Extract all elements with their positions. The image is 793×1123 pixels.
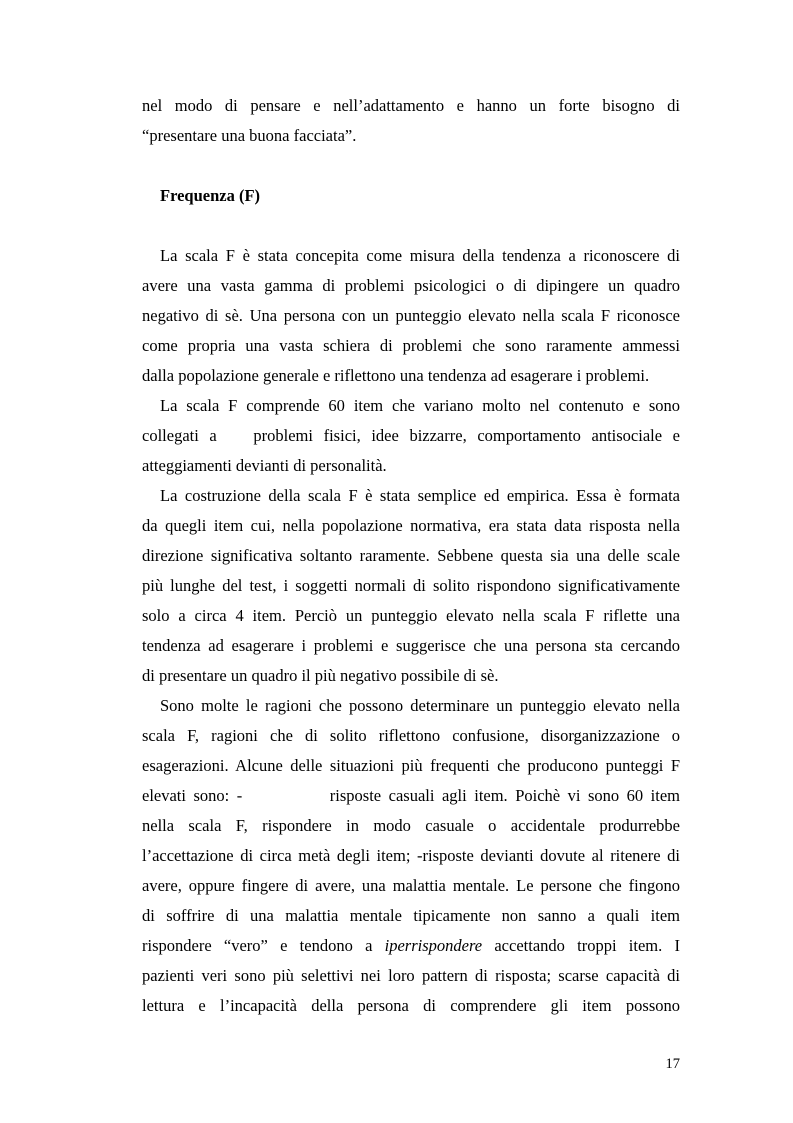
text-fragment: elevati sono: - <box>142 786 243 805</box>
text-line: avere, oppure fingere di avere, una malattia mentale. Le persone che fingono <box>142 876 680 895</box>
section-heading: Frequenza (F) <box>160 186 261 205</box>
text-line: direzione significativa soltanto raramente. Sebbene questa sia una delle scale <box>142 546 680 565</box>
text-line <box>142 421 680 451</box>
text-line: tendenza ad esagerare i problemi e suggerisce che una persona sta cercando <box>142 636 680 655</box>
text-line: La scala F comprende 60 item che variano molto nel contenuto e sono <box>160 396 680 415</box>
text-line: nella scala F, rispondere in modo casuale o accidentale produrrebbe <box>142 816 680 835</box>
text-fragment: rispondere “vero” e tendono a <box>142 936 373 955</box>
paragraph-content <box>142 391 680 481</box>
text-line: più lunghe del test, i soggetti normali di solito rispondono significativamente <box>142 576 680 595</box>
text-line: come propria una vasta schiera di problemi che sono raramente ammessi <box>142 336 680 355</box>
text-line: lettura e l’incapacità della persona di comprendere gli item possono <box>142 996 680 1015</box>
text-line: “presentare una buona facciata”. <box>142 126 357 145</box>
text-line: scala F, ragioni che di solito riflettono confusione, disorganizzazione o <box>142 726 680 745</box>
text-line: pazienti veri sono più selettivi nei loro pattern di risposta; scarse capacità di <box>142 966 680 985</box>
text-line <box>142 781 680 811</box>
text-line: di soffrire di una malattia mentale tipicamente non sanno a quali item <box>142 906 680 925</box>
text-line: nel modo di pensare e nell’adattamento e hanno un forte bisogno di <box>142 96 680 115</box>
text-line: esagerazioni. Alcune delle situazioni più frequenti che producono punteggi F <box>142 756 680 775</box>
page-number: 17 <box>665 1056 680 1072</box>
text-line: di presentare un quadro il più negativo possibile di sè. <box>142 666 499 685</box>
paragraph-reasons <box>142 691 680 1021</box>
text-line: solo a circa 4 item. Perciò un punteggio elevato nella scala F riflette una <box>142 606 680 625</box>
text-line: negativo di sè. Una persona con un punteggio elevato nella scala F riconosce <box>142 306 680 325</box>
text-fragment: risposte casuali agli item. Poichè vi sono 60 item <box>329 786 681 805</box>
italic-term: iperrispondere <box>384 936 483 955</box>
text-line: La scala F è stata concepita come misura della tendenza a riconoscere di <box>160 246 680 265</box>
text-line: avere una vasta gamma di problemi psicologici o di dipingere un quadro <box>142 276 680 295</box>
text-line: Sono molte le ragioni che possono determinare un punteggio elevato nella <box>160 696 680 715</box>
text-fragment: problemi fisici, idee bizzarre, comportamento antisociale e <box>253 426 681 445</box>
text-line: atteggiamenti devianti di personalità. <box>142 456 387 475</box>
paragraph-construction <box>142 481 680 691</box>
text-line <box>142 931 680 961</box>
text-line: dalla popolazione generale e riflettono una tendenza ad esagerare i problemi. <box>142 366 650 385</box>
intro-paragraph <box>142 91 680 151</box>
text-line: da quegli item cui, nella popolazione normativa, era stata data risposta nella <box>142 516 680 535</box>
text-line: La costruzione della scala F è stata semplice ed empirica. Essa è formata <box>160 486 680 505</box>
text-line: l’accettazione di circa metà degli item; -risposte devianti dovute al ritenere di <box>142 846 680 865</box>
paragraph-definition <box>142 241 680 391</box>
text-fragment: collegati a <box>142 426 217 445</box>
text-fragment: accettando troppi item. I <box>494 936 680 955</box>
document-page <box>142 91 680 1021</box>
